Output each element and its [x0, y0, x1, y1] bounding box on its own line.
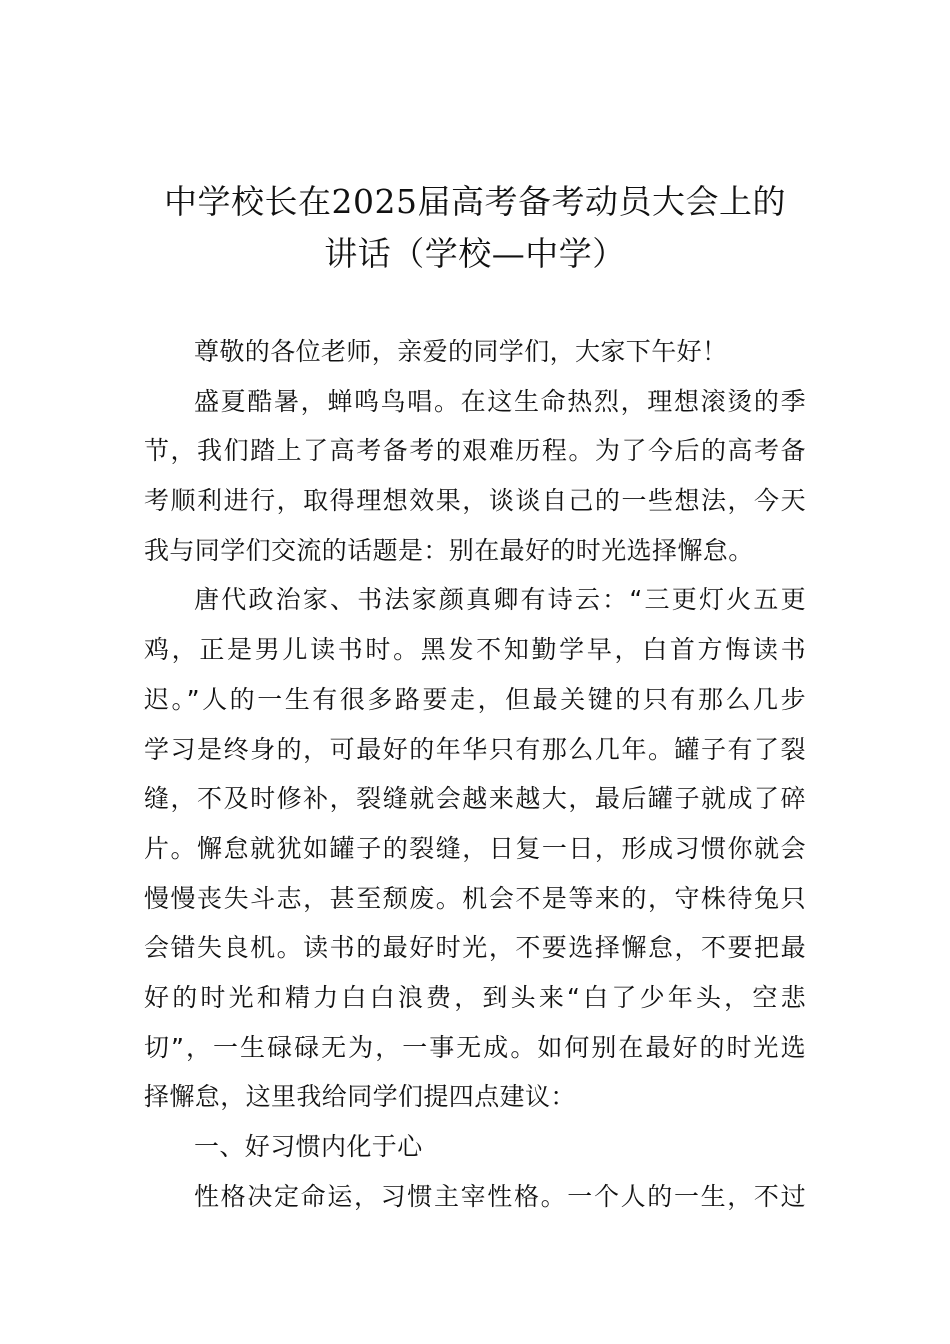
paragraph-line: 节，我们踏上了高考备考的艰难历程。为了今后的高考备: [144, 436, 806, 466]
paragraph-line: 鸡，正是男儿读书时。黑发不知勤学早，白首方悔读书: [144, 635, 806, 665]
paragraph-line: 缝，不及时修补，裂缝就会越来越大，最后罐子就成了碎: [144, 784, 806, 814]
paragraph-line: 学习是终身的，可最好的年华只有那么几年。罐子有了裂: [144, 734, 806, 764]
title-line: 讲话（学校—中学）: [324, 234, 626, 273]
paragraph-line: 尊敬的各位老师，亲爱的同学们，大家下午好！: [194, 337, 728, 366]
paragraph-line: 切”，一生碌碌无为，一事无成。如何别在最好的时光选: [144, 1032, 806, 1062]
paragraph-line: 我与同学们交流的话题是：别在最好的时光选择懈怠。: [144, 535, 754, 565]
paragraph-line: 迟。”人的一生有很多路要走，但最关键的只有那么几步: [144, 684, 806, 714]
paragraph-line: 一、好习惯内化于心: [194, 1132, 423, 1161]
paragraph-line: 唐代政治家、书法家颜真卿有诗云：“三更灯火五更: [194, 585, 806, 615]
paragraph-line: 考顺利进行，取得理想效果，谈谈自己的一些想法，今天: [144, 486, 806, 516]
paragraph-line: 会错失良机。读书的最好时光，不要选择懈怠，不要把最: [144, 933, 806, 963]
document-body: [144, 327, 806, 1221]
title-line: 中学校长在2025届高考备考动员大会上的: [164, 182, 786, 221]
document-title: [120, 176, 830, 280]
paragraph-line: 性格决定命运，习惯主宰性格。一个人的一生，不过: [194, 1181, 806, 1211]
paragraph-line: 片。懈怠就犹如罐子的裂缝，日复一日，形成习惯你就会: [144, 833, 806, 863]
paragraph-line: 好的时光和精力白白浪费，到头来“白了少年头，空悲: [144, 982, 806, 1012]
paragraph-line: 择懈怠，这里我给同学们提四点建议：: [144, 1082, 576, 1112]
paragraph-line: 慢慢丧失斗志，甚至颓废。机会不是等来的，守株待兔只: [144, 883, 806, 913]
paragraph-line: 盛夏酷暑，蝉鸣鸟唱。在这生命热烈，理想滚烫的季: [194, 386, 806, 416]
